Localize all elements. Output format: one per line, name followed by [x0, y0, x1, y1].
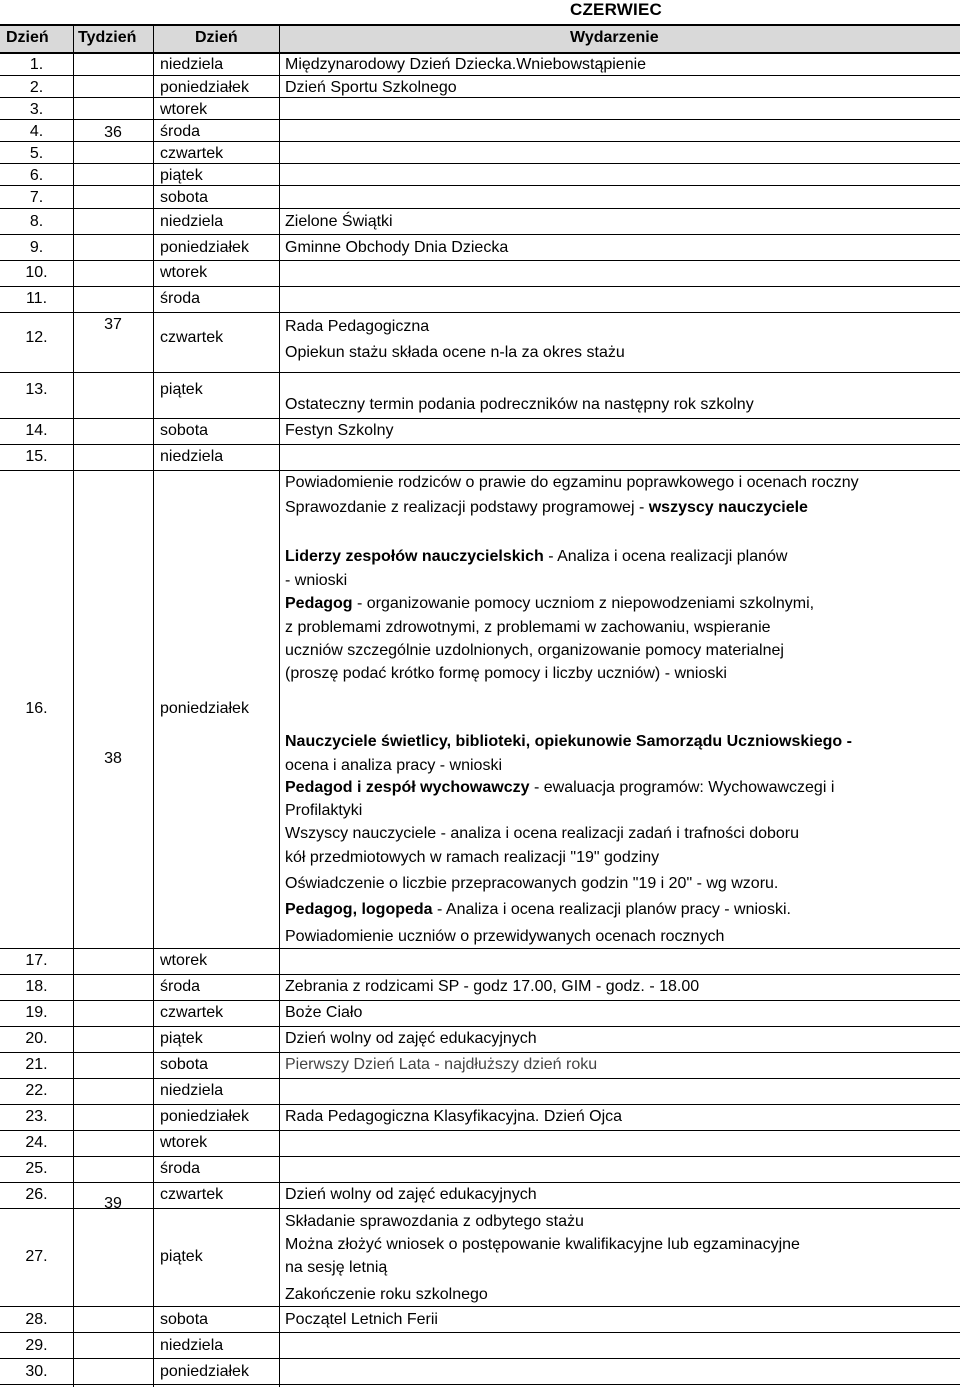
day-name: poniedziałek — [160, 1363, 249, 1380]
row-separator — [0, 948, 960, 949]
day-name: sobota — [160, 422, 209, 439]
event-line: - wnioski — [285, 572, 348, 589]
event-text: Ostateczny termin podania podreczników na następny rok szkolny — [285, 396, 754, 413]
row-separator — [0, 1104, 960, 1105]
event-text: Festyn Szkolny — [285, 422, 394, 439]
day-number: 23. — [25, 1108, 48, 1125]
day-number: 3. — [29, 101, 44, 118]
day-name: piątek — [160, 167, 203, 184]
day-name: czwartek — [160, 1004, 224, 1021]
event-text: Rada Pedagogiczna Klasyfikacyjna. Dzień Ojca — [285, 1108, 623, 1125]
row-separator — [0, 119, 960, 120]
day-number: 7. — [29, 189, 44, 206]
event-line: Można złożyć wniosek o postępowanie kwalifikacyjne lub egzaminacyjne — [285, 1236, 800, 1253]
day-number: 28. — [25, 1311, 48, 1328]
day-number: 5. — [29, 145, 44, 162]
row-separator — [0, 444, 960, 445]
event-text: Gminne Obchody Dnia Dziecka — [285, 239, 509, 256]
header-day-num: Dzień — [6, 29, 49, 46]
event-line: Profilaktyki — [285, 802, 363, 819]
week-number: 37 — [104, 316, 122, 333]
day-name: środa — [160, 123, 201, 140]
event-line: Powiadomienie uczniów o przewidywanych ocenach rocznych — [285, 928, 725, 945]
week-number: 36 — [104, 124, 122, 141]
event-line: uczniów szczególnie uzdolnionych, organizowanie pomocy materialnej — [285, 642, 784, 659]
header-week: Tydzień — [78, 29, 137, 46]
event-line: (proszę podać krótko formę pomocy i liczby uczniów) - wnioski — [285, 665, 727, 682]
day-name: czwartek — [160, 1186, 224, 1203]
day-number: 14. — [25, 422, 48, 439]
event-line: Liderzy zespołów nauczycielskich - Analiza i ocena realizacji planów — [285, 548, 788, 565]
event-line: z problemami zdrowotnymi, z problemami w zachowaniu, wspieranie — [285, 619, 771, 636]
day-name: piątek — [160, 1248, 203, 1265]
row-separator — [0, 75, 960, 76]
day-number: 15. — [25, 448, 48, 465]
row-separator — [0, 1052, 960, 1053]
event-line: ocena i analiza pracy - wnioski — [285, 757, 502, 774]
day-name: niedziela — [160, 1337, 224, 1354]
day-number: 4. — [29, 123, 44, 140]
row-separator — [0, 312, 960, 313]
day-number: 18. — [25, 978, 48, 995]
day-name: poniedziałek — [160, 239, 249, 256]
event-text: Dzień wolny od zajęć edukacyjnych — [285, 1186, 537, 1203]
day-number: 6. — [29, 167, 44, 184]
event-line: Pedagod i zespół wychowawczy - ewaluacja programów: Wychowawczegi i — [285, 779, 835, 796]
row-separator — [0, 1182, 960, 1183]
row-separator — [0, 53, 960, 54]
day-number: 26. — [25, 1186, 48, 1203]
day-name: wtorek — [160, 952, 208, 969]
event-line: Składanie sprawozdania z odbytego stażu — [285, 1213, 584, 1230]
event-text: Zebrania z rodzicami SP - godz 17.00, GIM - godz. - 18.00 — [285, 978, 700, 995]
event-line: Wszyscy nauczyciele - analiza i ocena realizacji zadań i trafności doboru — [285, 825, 800, 842]
event-line: Zakończenie roku szkolnego — [285, 1286, 488, 1303]
event-line: Pedagog - organizowanie pomocy uczniom z niepowodzeniami szkolnymi, — [285, 595, 815, 612]
header-day-name: Dzień — [195, 29, 238, 46]
day-number: 21. — [25, 1056, 48, 1073]
day-name: czwartek — [160, 145, 224, 162]
row-separator — [0, 470, 960, 471]
day-name: środa — [160, 290, 201, 307]
row-separator — [0, 1026, 960, 1027]
event-line: na sesję letnią — [285, 1259, 388, 1276]
day-name: sobota — [160, 1056, 209, 1073]
day-number: 8. — [29, 213, 44, 230]
event-text: Początel Letnich Ferii — [285, 1311, 438, 1328]
row-separator — [0, 208, 960, 209]
day-name: poniedziałek — [160, 1108, 249, 1125]
day-name: niedziela — [160, 1082, 224, 1099]
event-line: Nauczyciele świetlicy, biblioteki, opiekunowie Samorządu Uczniowskiego - — [285, 733, 852, 750]
row-separator — [0, 1156, 960, 1157]
day-name: poniedziałek — [160, 79, 249, 96]
event-line: kół przedmiotowych w ramach realizacji "19" godziny — [285, 849, 660, 866]
day-name: piątek — [160, 1030, 203, 1047]
page-title: CZERWIEC — [570, 0, 662, 19]
day-number: 19. — [25, 1004, 48, 1021]
event-text: Międzynarodowy Dzień Dziecka.Wniebowstąpienie — [285, 56, 647, 73]
day-name: środa — [160, 1160, 201, 1177]
day-number: 20. — [25, 1030, 48, 1047]
row-separator — [0, 1130, 960, 1131]
row-separator — [0, 286, 960, 287]
day-name: poniedziałek — [160, 700, 249, 717]
day-number: 11. — [25, 290, 48, 307]
day-number: 13. — [25, 381, 48, 398]
day-name: niedziela — [160, 213, 224, 230]
row-separator — [0, 163, 960, 164]
event-text: Dzień wolny od zajęć edukacyjnych — [285, 1030, 537, 1047]
day-number: 1. — [29, 56, 44, 73]
event-line: Oświadczenie o liczbie przepracowanych godzin "19 i 20" - wg wzoru. — [285, 875, 779, 892]
row-separator — [0, 185, 960, 186]
week-number: 39 — [104, 1195, 122, 1212]
event-text: Zielone Świątki — [285, 213, 393, 230]
day-number: 10. — [25, 264, 48, 281]
day-number: 2. — [29, 79, 44, 96]
event-text: Dzień Sportu Szkolnego — [285, 79, 457, 96]
week-number: 38 — [104, 750, 122, 767]
day-name: niedziela — [160, 448, 224, 465]
day-number: 22. — [25, 1082, 48, 1099]
row-separator — [0, 260, 960, 261]
row-separator — [0, 1306, 960, 1307]
event-text: Rada Pedagogiczna — [285, 318, 430, 335]
row-separator — [0, 1332, 960, 1333]
day-name: sobota — [160, 1311, 209, 1328]
day-name: wtorek — [160, 264, 208, 281]
row-separator — [0, 1078, 960, 1079]
event-text: Pierwszy Dzień Lata - najdłuższy dzień roku — [285, 1056, 598, 1073]
row-separator — [0, 418, 960, 419]
day-name: sobota — [160, 189, 209, 206]
day-number: 12. — [25, 329, 48, 346]
event-line: Sprawozdanie z realizacji podstawy programowej - wszyscy nauczyciele — [285, 499, 808, 516]
day-name: piątek — [160, 381, 203, 398]
day-number: 17. — [25, 952, 48, 969]
row-separator — [0, 1384, 960, 1385]
event-text: Boże Ciało — [285, 1004, 363, 1021]
header-event: Wydarzenie — [570, 29, 659, 46]
day-number: 16. — [25, 700, 48, 717]
event-text: Opiekun stażu składa ocene n-la za okres stażu — [285, 344, 625, 361]
day-name: czwartek — [160, 329, 224, 346]
event-line: Powiadomienie rodziców o prawie do egzaminu poprawkowego i ocenach roczny — [285, 474, 859, 491]
row-separator — [0, 1358, 960, 1359]
day-number: 25. — [25, 1160, 48, 1177]
row-separator — [0, 974, 960, 975]
day-number: 29. — [25, 1337, 48, 1354]
day-name: wtorek — [160, 101, 208, 118]
day-name: środa — [160, 978, 201, 995]
row-separator — [0, 97, 960, 98]
day-number: 9. — [29, 239, 44, 256]
row-separator — [0, 372, 960, 373]
event-line: Pedagog, logopeda - Analiza i ocena realizacji planów pracy - wnioski. — [285, 901, 791, 918]
day-name: wtorek — [160, 1134, 208, 1151]
day-number: 30. — [25, 1363, 48, 1380]
day-number: 27. — [25, 1248, 48, 1265]
day-name: niedziela — [160, 56, 224, 73]
table-header — [0, 24, 960, 54]
row-separator — [0, 234, 960, 235]
row-separator — [0, 1000, 960, 1001]
day-number: 24. — [25, 1134, 48, 1151]
